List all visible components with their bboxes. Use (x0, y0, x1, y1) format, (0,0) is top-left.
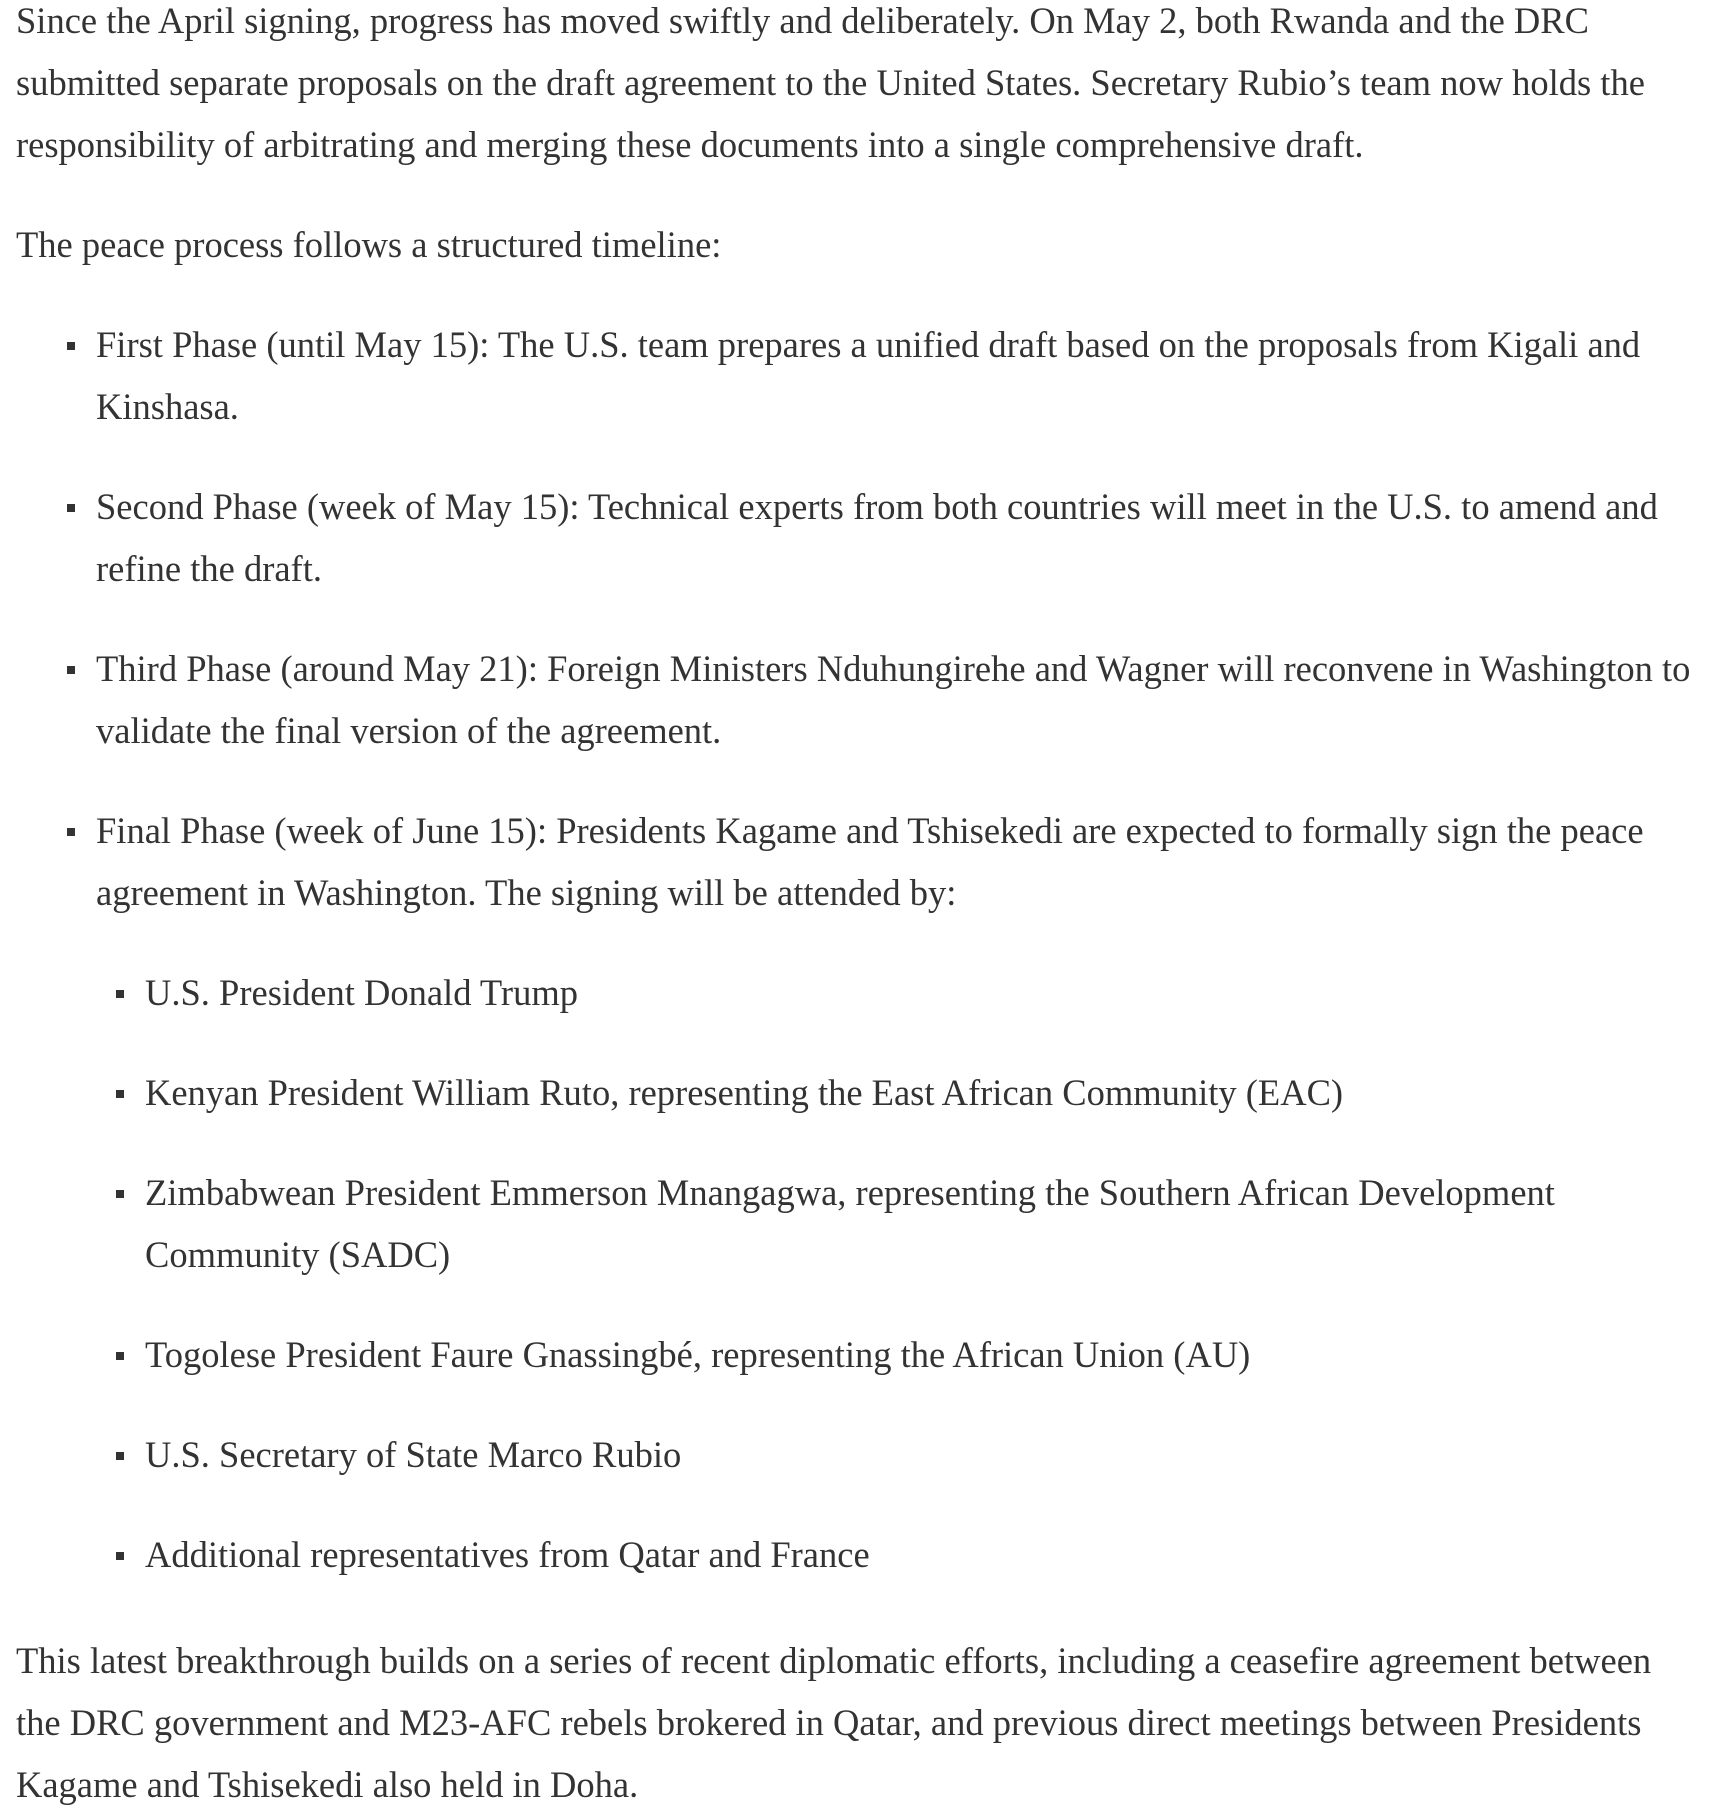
closing-line: the DRC government and M23-AFC rebels brokered in Qatar, and previous direct meetings between Presidents (16, 1702, 1642, 1743)
square-bullet-icon (67, 828, 75, 836)
phase-line: agreement in Washington. The signing will be attended by: (96, 872, 957, 913)
attendee-list-item (145, 1524, 870, 1586)
intro-line: responsibility of arbitrating and merging these documents into a single comprehensive draft. (16, 124, 1364, 165)
square-bullet-icon (116, 1190, 124, 1198)
attendee-line: U.S. President Donald Trump (145, 972, 578, 1013)
square-bullet-icon (116, 990, 124, 998)
attendee-line: Togolese President Faure Gnassingbé, representing the African Union (AU) (145, 1334, 1251, 1375)
square-bullet-icon (67, 666, 75, 674)
phase-line: Third Phase (around May 21): Foreign Ministers Nduhungirehe and Wagner will reconvene in Washington to (96, 648, 1691, 689)
attendee-list-item (145, 1424, 681, 1486)
attendee-list-item (145, 962, 578, 1024)
phase-list-item (96, 800, 1644, 924)
closing-line: Kagame and Tshisekedi also held in Doha. (16, 1764, 639, 1805)
closing-line: This latest breakthrough builds on a series of recent diplomatic efforts, including a ceasefire agreement between (16, 1640, 1652, 1681)
attendee-list-item (145, 1324, 1250, 1386)
square-bullet-icon (116, 1452, 124, 1460)
attendee-list-item (145, 1062, 1343, 1124)
attendee-list-item (145, 1162, 1555, 1286)
closing-paragraph (16, 1630, 1651, 1816)
square-bullet-icon (67, 504, 75, 512)
phase-line: validate the final version of the agreement. (96, 710, 722, 751)
attendee-line: Kenyan President William Ruto, representing the East African Community (EAC) (145, 1072, 1344, 1113)
timeline-intro-text: The peace process follows a structured timeline: (16, 224, 722, 265)
intro-line: Since the April signing, progress has moved swiftly and deliberately. On May 2, both Rwanda and the DRC (16, 0, 1589, 41)
phase-line: refine the draft. (96, 548, 322, 589)
square-bullet-icon (67, 342, 75, 350)
phase-line: Kinshasa. (96, 386, 239, 427)
attendee-line: Additional representatives from Qatar and France (145, 1534, 870, 1575)
phase-list-item (96, 314, 1640, 438)
attendee-line: Zimbabwean President Emmerson Mnangagwa, representing the Southern African Development (145, 1172, 1555, 1213)
square-bullet-icon (116, 1552, 124, 1560)
phase-list-item (96, 476, 1658, 600)
phase-line: Second Phase (week of May 15): Technical experts from both countries will meet in the U.S. to amend and (96, 486, 1658, 527)
intro-paragraph (16, 0, 1645, 176)
square-bullet-icon (116, 1352, 124, 1360)
timeline-intro-paragraph (16, 214, 721, 276)
square-bullet-icon (116, 1090, 124, 1098)
attendee-line: Community (SADC) (145, 1234, 451, 1275)
phase-line: Final Phase (week of June 15): Presidents Kagame and Tshisekedi are expected to formally sign the peace (96, 810, 1644, 851)
intro-line: submitted separate proposals on the draft agreement to the United States. Secretary Rubio’s team now holds the (16, 62, 1645, 103)
phase-list-item (96, 638, 1690, 762)
phase-line: First Phase (until May 15): The U.S. team prepares a unified draft based on the proposals from Kigali and (96, 324, 1641, 365)
attendee-line: U.S. Secretary of State Marco Rubio (145, 1434, 682, 1475)
